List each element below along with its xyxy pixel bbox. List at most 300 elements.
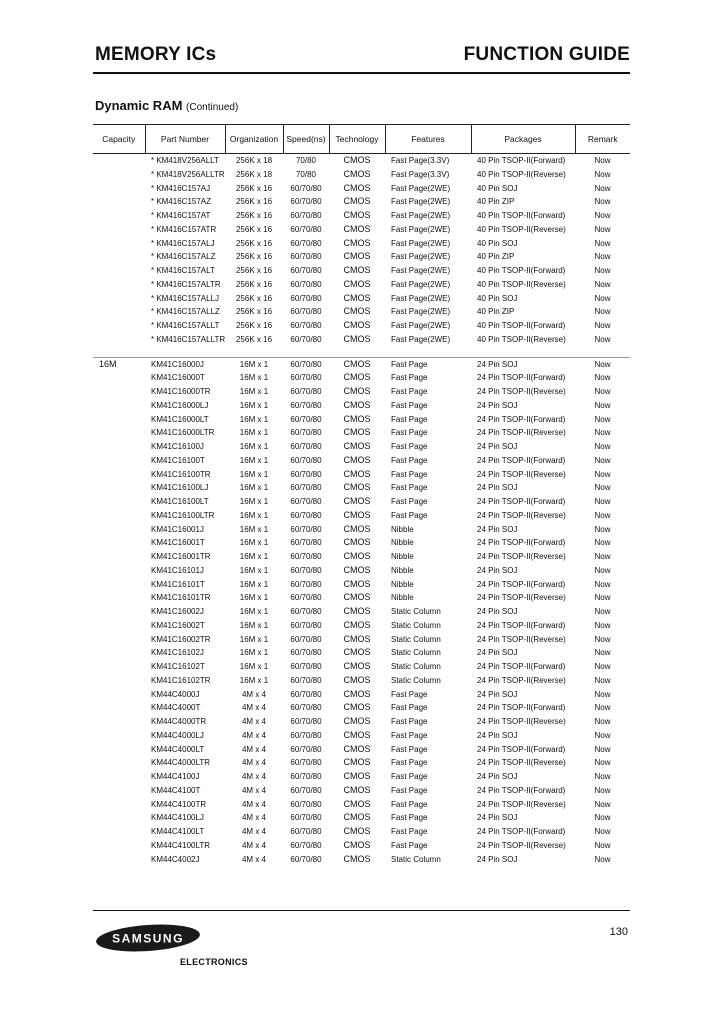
cell-speed: 60/70/80 [290,252,322,262]
cell-packages: 24 Pin TSOP-II(Reverse) [477,675,566,685]
cell-technology: CMOS [343,564,371,575]
cell-organization: 16M x 1 [239,497,269,506]
cell-technology: CMOS [343,320,371,330]
cell-speed: 60/70/80 [290,758,322,768]
cell-speed: 70/80 [295,169,317,179]
cell-packages: 40 Pin ZIP [477,252,515,262]
cell-capacity [93,619,145,633]
cell-part-number: KM44C4000LT [151,744,205,754]
table-row [93,660,630,674]
cell-speed: 60/70/80 [290,387,322,396]
cell-remark: Now [594,373,611,383]
cell-features: Fast Page(2WE) [391,224,451,234]
cell-technology: CMOS [343,839,371,850]
table-row [93,619,630,633]
table-row [93,688,630,702]
cell-technology: CMOS [343,278,371,289]
table-row [93,743,630,757]
cell-technology: CMOS [343,812,371,823]
cell-speed: 60/70/80 [290,662,322,671]
cell-speed: 60/70/80 [290,524,322,534]
cell-speed: 60/70/80 [290,497,322,506]
table-row [93,182,630,196]
cell-packages: 24 Pin TSOP-II(Reverse) [477,510,566,520]
cell-speed: 60/70/80 [290,675,322,685]
cell-technology: CMOS [343,826,371,836]
cell-remark: Now [594,197,611,207]
table-row [93,440,630,454]
cell-speed: 60/70/80 [290,703,322,713]
cell-features: Fast Page [391,387,428,396]
cell-features: Nibble [391,593,414,603]
table-row [93,468,630,482]
cell-capacity [93,633,145,647]
cell-organization: 16M x 1 [239,400,269,410]
col-header-speed: Speed(ns) [283,125,329,154]
cell-features: Fast Page(2WE) [391,279,451,289]
cell-organization: 256K x 18 [235,156,273,165]
cell-features: Static Column [391,634,441,644]
cell-technology: CMOS [343,386,371,396]
cell-remark: Now [594,238,611,248]
dram-table [93,124,630,866]
cell-organization: 16M x 1 [239,414,269,424]
header-title-right: FUNCTION GUIDE [463,44,630,65]
cell-organization: 4M x 4 [241,799,266,809]
cell-capacity [93,223,145,237]
table-row [93,209,630,223]
header-rule [93,72,630,74]
cell-technology: CMOS [343,454,371,465]
table-row [93,195,630,209]
table-row [93,223,630,237]
cell-remark: Now [594,224,611,234]
cell-features: Fast Page [391,510,428,520]
cell-technology: CMOS [329,357,385,371]
cell-remark: Now [594,497,611,506]
cell-features: Fast Page [391,442,428,451]
cell-features: Static Column [391,648,441,658]
cell-part-number: KM41C16100J [151,442,204,451]
cell-features: Fast Page(2WE) [391,321,451,330]
cell-remark: Now [594,689,611,699]
cell-organization: 4M x 4 [241,772,266,781]
table-row [93,523,630,537]
cell-organization: 16M x 1 [239,607,269,616]
table-row [93,333,630,347]
footer-rule [93,910,630,911]
cell-speed: 60/70/80 [290,279,322,289]
cell-features: Fast Page [391,840,428,850]
cell-remark: Now [594,772,611,781]
cell-capacity [93,688,145,702]
table-row [93,536,630,550]
group-spacer-cell [93,347,630,358]
cell-organization: 256K x 16 [235,321,273,330]
cell-remark: Now [575,357,630,371]
cell-remark: Now [594,183,611,193]
cell-packages: 24 Pin SOJ [477,648,518,658]
cell-features: Fast Page(2WE) [391,197,451,207]
section-title [95,98,238,113]
cell-organization: 4M x 4 [241,689,266,699]
cell-technology: CMOS [343,702,371,713]
cell-features: Fast Page [391,813,428,823]
cell-organization: 256K x 16 [235,197,273,207]
table-row [93,237,630,251]
cell-features: Fast Page [391,730,428,740]
cell-part-number: KM41C16000T [151,373,205,383]
cell-organization: 16M x 1 [239,579,269,589]
cell-capacity [93,426,145,440]
cell-speed: 60/70/80 [290,455,322,465]
cell-technology: CMOS [343,784,371,795]
cell-organization: 16M x 1 [239,538,269,548]
cell-features: Fast Page(2WE) [391,307,451,317]
cell-speed: 60/70/80 [290,648,322,658]
cell-part-number: KM41C16002T [151,620,205,630]
cell-packages: 24 Pin SOJ [477,565,518,575]
cell-technology: CMOS [343,688,371,699]
cell-packages: 24 Pin SOJ [477,772,518,781]
cell-speed: 60/70/80 [290,620,322,630]
cell-features: Fast Page [391,799,428,809]
cell-speed: 60/70/80 [290,183,322,193]
cell-capacity [93,701,145,715]
cell-speed: 60/70/80 [290,483,322,493]
cell-remark: Now [594,400,611,410]
cell-features: Fast Page [391,717,428,726]
cell-packages: 24 Pin TSOP-II(Reverse) [477,799,566,809]
cell-remark: Now [594,483,611,493]
cell-organization: 16M x 1 [239,593,269,603]
cell-part-number: KM44C4002J [151,854,200,864]
cell-capacity [93,660,145,674]
cell-remark: Now [594,211,611,220]
cell-technology: CMOS [343,619,371,630]
cell-speed: 60/70/80 [290,293,322,303]
cell-features: Static Column [391,620,441,630]
cell-packages: 24 Pin TSOP-II(Forward) [477,579,566,589]
cell-capacity [93,770,145,784]
cell-organization: 16M x 1 [239,524,269,534]
cell-packages: 24 Pin TSOP-II(Forward) [477,703,566,713]
cell-packages: 24 Pin TSOP-II(Forward) [477,373,566,383]
cell-capacity [93,784,145,798]
cell-remark: Now [594,414,611,424]
cell-features: Nibble [391,579,414,589]
cell-capacity [93,825,145,839]
cell-features: Fast Page [391,785,428,795]
cell-speed: 60/70/80 [290,772,322,781]
table-row [93,674,630,688]
table-row [93,646,630,660]
cell-packages: 24 Pin TSOP-II(Forward) [477,414,566,424]
cell-packages: 24 Pin TSOP-II(Forward) [477,620,566,630]
cell-packages: 24 Pin TSOP-II(Reverse) [477,758,566,768]
cell-features: Nibble [391,538,414,548]
cell-technology: CMOS [343,427,371,438]
cell-remark: Now [594,252,611,262]
cell-technology: CMOS [343,413,371,424]
cell-part-number: * KM416C157ALZ [151,252,216,262]
table-row [93,426,630,440]
cell-technology: CMOS [343,647,371,658]
cell-capacity [93,333,145,347]
cell-speed: 60/70/80 [283,357,329,371]
cell-packages: 24 Pin SOJ [471,357,575,371]
table-row [93,839,630,853]
cell-speed: 60/70/80 [290,334,322,344]
samsung-logo-text: SAMSUNG [112,931,184,946]
cell-capacity [93,292,145,306]
cell-part-number: * KM416C157ATR [151,224,217,234]
cell-technology: CMOS [343,168,371,179]
cell-capacity [93,509,145,523]
cell-features: Nibble [391,565,414,575]
cell-capacity [93,319,145,333]
cell-packages: 24 Pin TSOP-II(Reverse) [477,840,566,850]
cell-capacity [93,674,145,688]
cell-capacity [93,646,145,660]
cell-packages: 24 Pin TSOP-II(Forward) [477,827,566,836]
cell-technology: CMOS [343,292,371,303]
cell-remark: Now [594,334,611,344]
cell-capacity [93,591,145,605]
cell-features: Fast Page(2WE) [391,252,451,262]
cell-packages: 40 Pin ZIP [477,197,515,207]
cell-part-number: KM41C16102TR [151,675,211,685]
section-subtitle: (Continued) [186,102,239,113]
col-header-remark: Remark [575,125,630,154]
cell-speed: 60/70/80 [290,469,322,479]
cell-technology: CMOS [343,743,371,754]
cell-organization: 16M x 1 [239,510,269,520]
cell-organization: 4M x 4 [241,840,266,850]
cell-speed: 60/70/80 [290,785,322,795]
cell-features: Fast Page [391,400,428,410]
cell-capacity [93,182,145,196]
cell-remark: Now [594,169,611,179]
cell-technology: CMOS [343,537,371,548]
cell-capacity [93,264,145,278]
cell-capacity [93,839,145,853]
cell-speed: 60/70/80 [290,538,322,548]
cell-part-number: KM41C16000LT [151,414,209,424]
cell-capacity [93,729,145,743]
col-header-organization: Organization [225,125,283,154]
cell-features: Fast Page [391,455,428,465]
cell-packages: 24 Pin TSOP-II(Forward) [477,497,566,506]
cell-capacity [93,237,145,251]
cell-speed: 60/70/80 [290,854,322,864]
table-row [93,250,630,264]
cell-remark: Now [594,387,611,396]
cell-part-number: * KM416C157ALLT [151,321,220,330]
cell-remark: Now [594,827,611,836]
table-row [93,756,630,770]
cell-remark: Now [594,813,611,823]
cell-organization: 256K x 16 [235,334,273,344]
cell-part-number: KM41C16001T [151,538,205,548]
cell-packages: 40 Pin TSOP-II(Forward) [477,156,566,165]
cell-technology: CMOS [343,633,371,644]
cell-remark: Now [594,156,611,165]
table-row [93,495,630,509]
cell-features: Fast Page(3.3V) [391,169,450,179]
group-spacer [93,347,630,358]
cell-remark: Now [594,455,611,465]
cell-technology: CMOS [343,592,371,603]
table-row [93,278,630,292]
cell-speed: 60/70/80 [290,321,322,330]
cell-packages: 24 Pin TSOP-II(Reverse) [477,387,566,396]
cell-remark: Now [594,279,611,289]
cell-organization: 16M x 1 [239,648,269,658]
cell-part-number: KM44C4000TR [151,717,207,726]
cell-remark: Now [594,785,611,795]
cell-speed: 60/70/80 [290,510,322,520]
cell-part-number: KM41C16100T [151,455,205,465]
cell-features: Fast Page [391,414,428,424]
cell-part-number: * KM416C157ALLJ [151,293,220,303]
cell-organization: 4M x 4 [241,758,266,768]
cell-packages: 24 Pin TSOP-II(Forward) [477,744,566,754]
cell-remark: Now [594,579,611,589]
cell-part-number: KM44C4000LTR [151,758,210,768]
cell-part-number: KM41C16002J [151,607,204,616]
cell-packages: 40 Pin TSOP-II(Reverse) [477,279,566,289]
cell-features: Fast Page [391,483,428,493]
table-row [93,385,630,399]
cell-remark: Now [594,321,611,330]
cell-speed: 60/70/80 [290,238,322,248]
table-row [93,853,630,867]
cell-speed: 60/70/80 [290,730,322,740]
table-row [93,305,630,319]
cell-capacity [93,605,145,619]
cell-technology: CMOS [343,182,371,193]
table-row [93,729,630,743]
cell-capacity [93,756,145,770]
cell-part-number: * KM416C157ALTR [151,279,221,289]
cell-organization: 16M x 1 [239,662,269,671]
cell-technology: CMOS [343,306,371,317]
table-row [93,811,630,825]
cell-features: Fast Page [391,373,428,383]
cell-packages: 24 Pin TSOP-II(Reverse) [477,469,566,479]
cell-part-number: KM41C16101T [151,579,205,589]
cell-part-number: KM41C16000LJ [151,400,209,410]
cell-packages: 40 Pin SOJ [477,293,518,303]
cell-technology: CMOS [343,771,371,781]
cell-technology: CMOS [343,509,371,520]
table-row [93,399,630,413]
cell-packages: 24 Pin TSOP-II(Forward) [477,662,566,671]
cell-part-number: KM44C4100LJ [151,813,204,823]
cell-speed: 60/70/80 [290,307,322,317]
cell-remark: Now [594,840,611,850]
cell-features: Fast Page(2WE) [391,266,451,275]
cell-capacity [93,385,145,399]
cell-technology: CMOS [343,237,371,248]
cell-remark: Now [594,648,611,658]
cell-organization: 16M x 1 [239,387,269,396]
cell-part-number: KM41C16101TR [151,593,211,603]
cell-features: Fast Page [391,703,428,713]
cell-remark: Now [594,538,611,548]
cell-features: Fast Page [391,827,428,836]
cell-features: Fast Page [391,497,428,506]
cell-features: Fast Page [391,469,428,479]
table-row [93,578,630,592]
cell-organization: 256K x 16 [235,183,273,193]
cell-part-number: KM44C4100LT [151,827,205,836]
cell-packages: 40 Pin TSOP-II(Forward) [477,211,566,220]
table-header-row [93,125,630,154]
cell-organization: 256K x 16 [235,279,273,289]
cell-speed: 60/70/80 [290,634,322,644]
cell-speed: 60/70/80 [290,799,322,809]
cell-packages: 24 Pin TSOP-II(Reverse) [477,593,566,603]
cell-capacity [93,454,145,468]
cell-part-number: KM41C16001J [151,524,204,534]
cell-capacity [93,715,145,729]
cell-features: Fast Page(2WE) [391,211,451,220]
cell-features: Fast Page(2WE) [391,238,451,248]
cell-capacity [93,743,145,757]
cell-packages: 40 Pin TSOP-II(Forward) [477,266,566,275]
cell-part-number: * KM416C157AZ [151,197,212,207]
table-row [93,825,630,839]
cell-packages: 24 Pin SOJ [477,483,518,493]
cell-remark: Now [594,469,611,479]
cell-technology: CMOS [343,578,371,589]
cell-features: Fast Page(3.3V) [391,156,450,165]
cell-organization: 4M x 4 [241,744,266,754]
cell-part-number: * KM418V256ALLTR [151,169,225,179]
cell-capacity [93,853,145,867]
table-row [93,454,630,468]
cell-technology: CMOS [343,853,371,864]
cell-speed: 60/70/80 [290,373,322,383]
cell-technology: CMOS [343,468,371,479]
cell-part-number: KM41C16000LTR [151,428,215,438]
cell-features: Nibble [391,552,414,561]
cell-packages: 24 Pin SOJ [477,813,518,823]
cell-organization: 16M x 1 [239,483,269,493]
cell-technology: CMOS [343,661,371,671]
cell-speed: 70/80 [295,156,317,165]
cell-remark: Now [594,442,611,451]
cell-remark: Now [594,662,611,671]
table-row [93,357,630,371]
cell-capacity [93,413,145,427]
cell-features: Fast Page [391,758,428,768]
cell-remark: Now [594,758,611,768]
cell-features: Fast Page [391,772,428,781]
cell-speed: 60/70/80 [290,224,322,234]
table-row [93,591,630,605]
cell-technology: CMOS [343,606,371,616]
cell-speed: 60/70/80 [290,813,322,823]
cell-capacity [93,168,145,182]
cell-remark: Now [594,565,611,575]
cell-speed: 60/70/80 [290,428,322,438]
cell-capacity [93,305,145,319]
table-row [93,371,630,385]
header-title-left: MEMORY ICs [95,44,217,65]
